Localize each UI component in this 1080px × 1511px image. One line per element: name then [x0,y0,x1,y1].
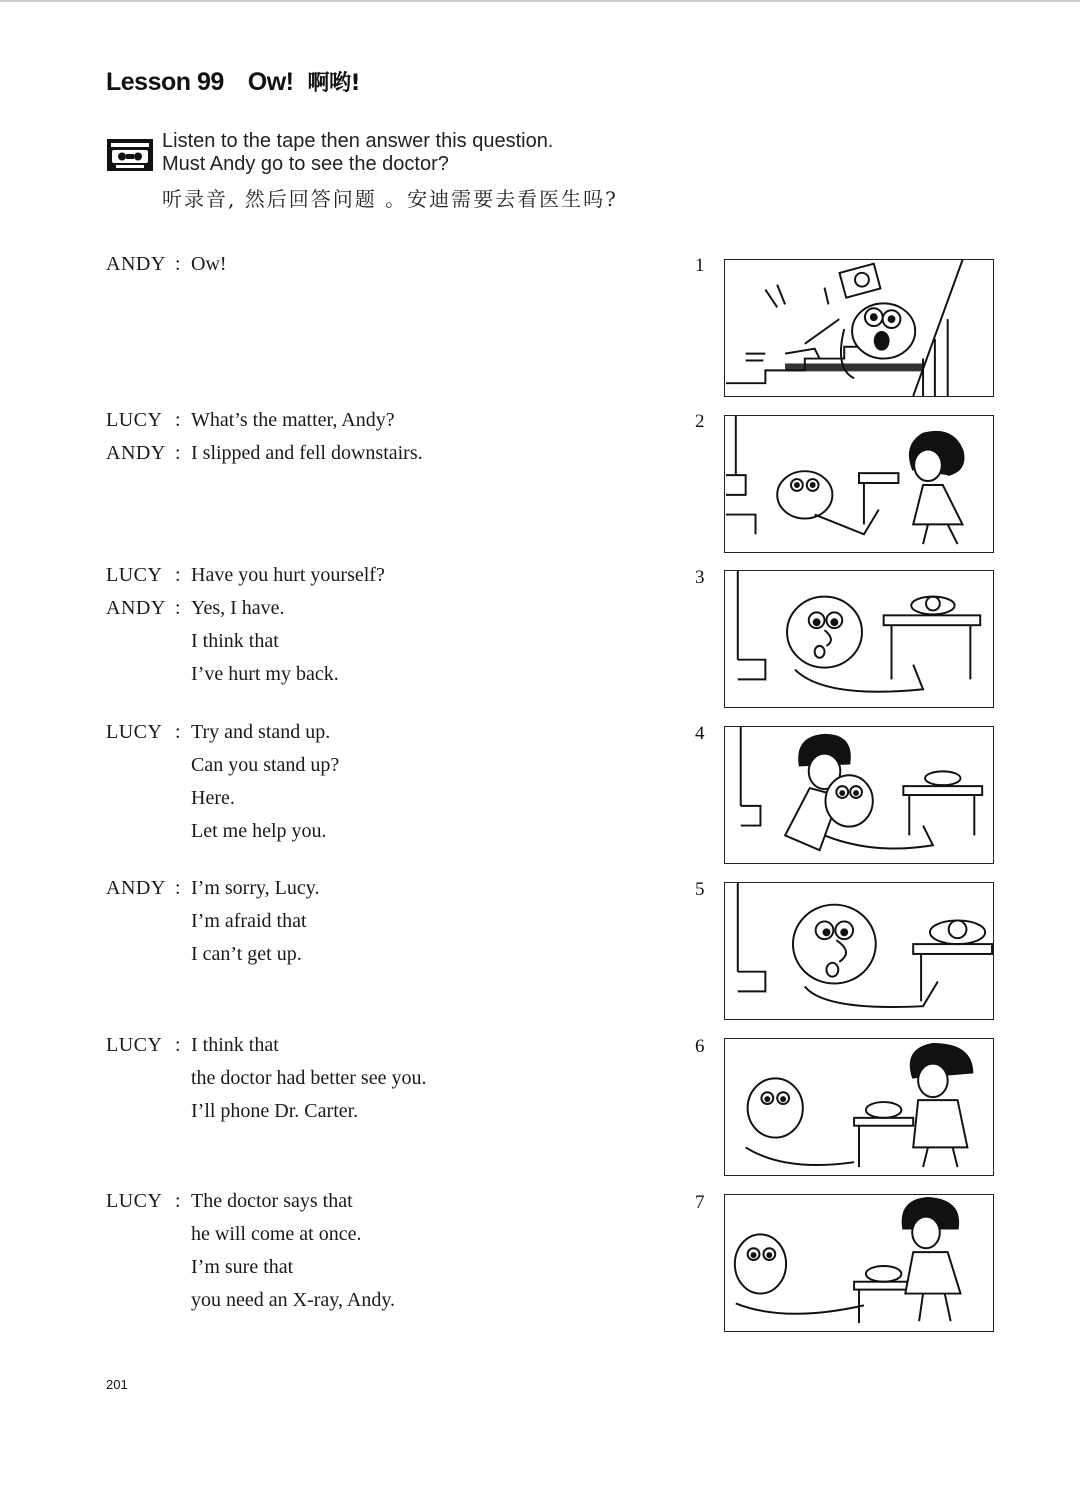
dialogue-text: I can’t get up. [191,943,302,965]
dialogue-text: Let me help you. [191,820,327,842]
instruction-line-1: Listen to the tape then answer this question. [162,130,554,152]
dialogue-text: he will come at once. [191,1223,362,1245]
speaker-name: LUCY [106,409,163,431]
speaker-name: ANDY [106,597,166,619]
dialogue-text: the doctor had better see you. [191,1067,427,1089]
dialogue-text: I’m afraid that [191,910,307,932]
dialogue-text: Have you hurt yourself? [191,564,385,586]
dialogue-text: Yes, I have. [191,597,285,619]
illustration-panel-7 [724,1194,994,1332]
dialogue-text: I’ve hurt my back. [191,663,339,685]
lesson-title-zh: 啊哟! [307,71,361,96]
panel-number: 4 [695,723,705,744]
lucy-arrives-illustration [725,416,993,552]
speaker-name: LUCY [106,1034,163,1056]
panel-number: 5 [695,879,705,900]
lucy-helps-illustration [725,727,993,863]
lucy-phones-illustration [725,1039,993,1175]
speaker-name: LUCY [106,721,163,743]
speaker-name: ANDY [106,877,166,899]
lesson-title [106,66,360,97]
dialogue-text: I’m sorry, Lucy. [191,877,320,899]
lesson-title-en: Ow! [247,68,294,96]
dialogue-text: Can you stand up? [191,754,340,776]
illustration-panel-6 [724,1038,994,1176]
dialogue-text: I think that [191,1034,279,1056]
doctor-coming-illustration [725,1195,993,1331]
speaker-name: LUCY [106,1190,163,1212]
illustration-panel-5 [724,882,994,1020]
lesson-number: Lesson 99 [106,68,224,96]
panel-number: 7 [695,1192,705,1213]
top-rule [0,0,1080,2]
instruction-line-zh: 听录音, 然后回答问题 。安迪需要去看医生吗? [162,187,618,211]
dialogue-text: I think that [191,630,279,652]
panel-number: 2 [695,411,705,432]
illustration-panel-2 [724,415,994,553]
illustration-panel-4 [724,726,994,864]
dialogue-text: Try and stand up. [191,721,331,743]
dialogue-text: Here. [191,787,235,809]
andy-falling-illustration [725,260,993,396]
dialogue-text: Ow! [191,253,227,275]
dialogue-text: you need an X-ray, Andy. [191,1289,396,1311]
panel-number: 1 [695,255,705,276]
panel-number: 6 [695,1036,705,1057]
dialogue-text: I slipped and fell downstairs. [191,442,423,464]
panel-number: 3 [695,567,705,588]
illustration-panel-3 [724,570,994,708]
andy-hurt-illustration [725,571,993,707]
dialogue-text: I’ll phone Dr. Carter. [191,1100,359,1122]
andy-cant-get-up-illustration [725,883,993,1019]
instruction-line-2: Must Andy go to see the doctor? [162,153,449,175]
cassette-tape-icon [106,138,154,172]
speaker-name: ANDY [106,253,166,275]
illustration-panel-1 [724,259,994,397]
dialogue-text: The doctor says that [191,1190,353,1212]
speaker-name: ANDY [106,442,166,464]
dialogue-text: What’s the matter, Andy? [191,409,395,431]
page-number: 201 [106,1377,128,1392]
dialogue-text: I’m sure that [191,1256,294,1278]
speaker-name: LUCY [106,564,163,586]
